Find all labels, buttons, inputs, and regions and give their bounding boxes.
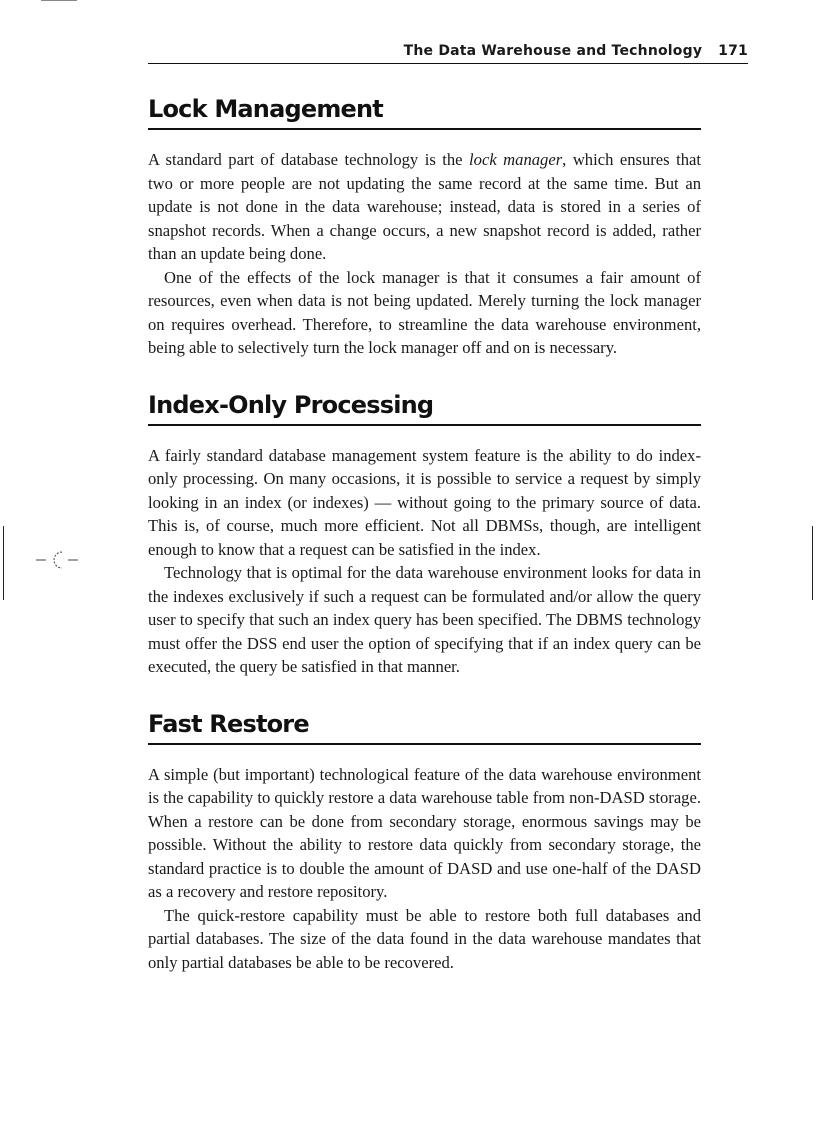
margin-rule-left <box>3 526 4 600</box>
registration-mark-icon <box>36 548 80 572</box>
section-fast-restore <box>148 707 701 975</box>
paragraph: The quick-restore capability must be able to restore both full databases and partial databases. The size of the data found in the data warehouse mandates that only partial databases be able to be recovered. <box>148 905 701 972</box>
section-index-only-processing <box>148 388 701 679</box>
paragraph: A fairly standard database management system feature is the ability to do index-only processing. On many occasions, it is possible to service a request by simply looking in an index (or indexes) — without going to the primary source of data. This is, of course, much more efficient. Not all DBMSs, though, are intelligent enough to know that a request can be satisfied in the index. <box>148 445 701 559</box>
section-lock-management <box>148 92 701 360</box>
crop-mark-top <box>41 0 77 1</box>
section-heading: Index-Only Processing <box>148 388 701 426</box>
page-number: 171 <box>718 43 748 59</box>
running-title: The Data Warehouse and Technology <box>403 43 703 59</box>
section-heading: Lock Management <box>148 92 701 130</box>
paragraph <box>148 148 701 266</box>
section-heading: Fast Restore <box>148 707 701 745</box>
paragraph-text: A standard part of database technology is the <box>148 150 470 169</box>
paragraph: A simple (but important) technological feature of the data warehouse environment is the capability to quickly restore a data warehouse table from non-DASD storage. When a restore can be done from secondary storage, enormous savings may be possible. Without the ability to restore data quickly from secondary storage, the standard practice is to double the amount of DASD and use one-half of the DASD as a recovery and restore repository. <box>148 764 701 901</box>
paragraph: One of the effects of the lock manager is that it consumes a fair amount of resources, even when data is not being updated. Merely turning the lock manager on requires overhead. Therefore, to streamline the data warehouse environment, being able to selectively turn the lock manager off and on is necessary. <box>148 267 701 357</box>
page-body <box>148 92 701 974</box>
paragraph: Technology that is optimal for the data warehouse environment looks for data in the indexes exclusively if such a request can be formulated and/or allow the query user to specify that such an index query has been specified. The DBMS technology must offer the DSS end user the option of specifying that if an index query can be executed, the query be satisfied in that manner. <box>148 563 701 676</box>
emphasis-term: lock manager <box>469 150 563 169</box>
paragraph-text: , which ensures that two or more people are not updating the same record at the same time. But an update is not done in the data warehouse; instead, data is stored in a series of snapshot records. When a change occurs, a new snapshot record is added, rather than an update being done. <box>148 150 701 263</box>
running-header <box>148 43 748 64</box>
margin-rule-right <box>812 526 813 600</box>
